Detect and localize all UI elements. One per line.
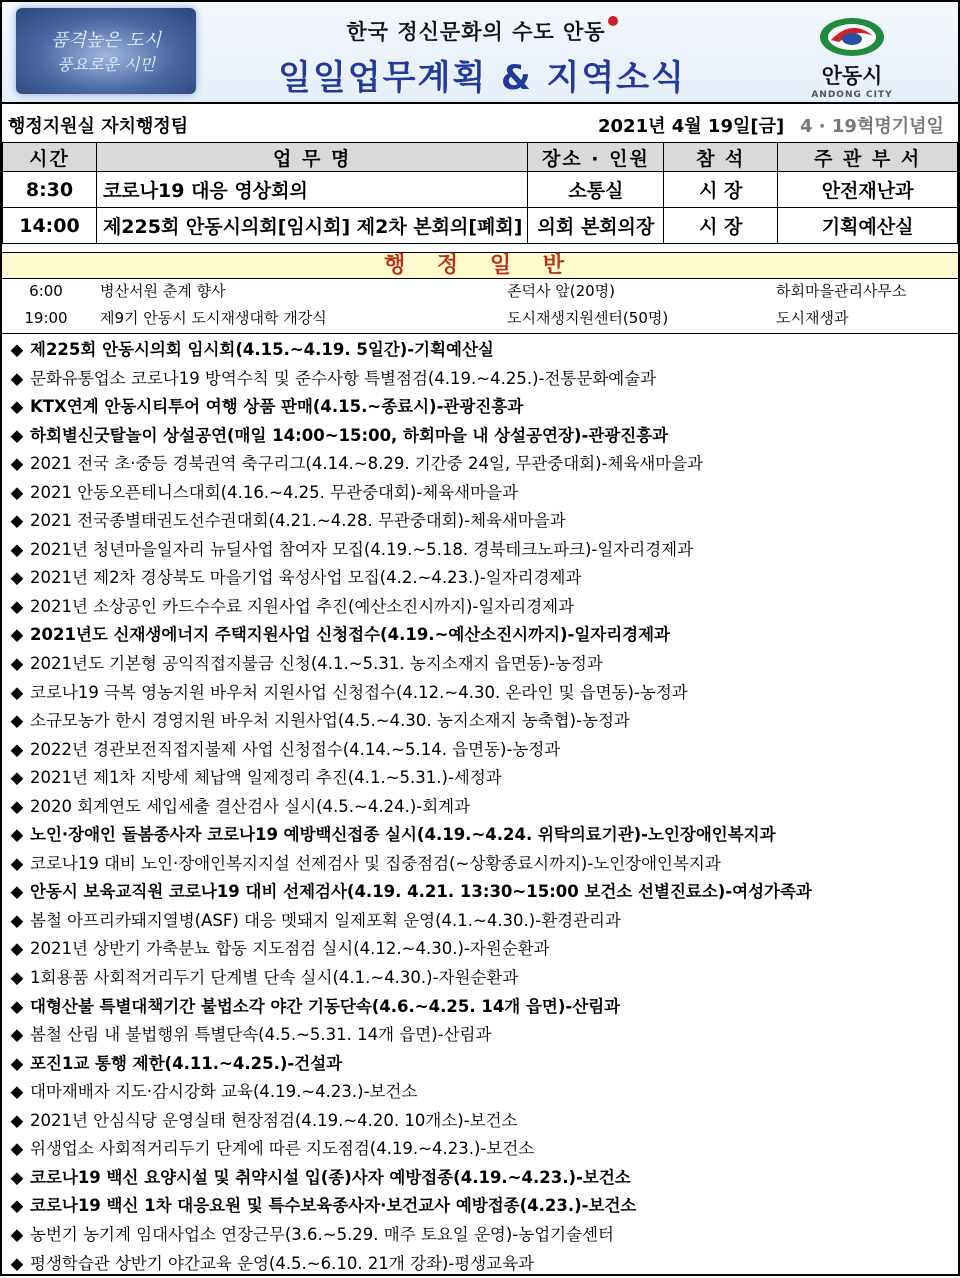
header-banner <box>2 2 958 104</box>
notice-item <box>2 850 958 879</box>
schedule-row <box>3 208 958 244</box>
diamond-bullet-icon: ◆ <box>4 621 30 650</box>
notice-item <box>2 964 958 993</box>
col-header-place: 장소 · 인원 <box>528 143 664 172</box>
schedule-place: 의회 본회의장 <box>528 208 664 244</box>
diamond-bullet-icon: ◆ <box>4 793 30 822</box>
notice-text: 2021 전국종별태권도선수권대회(4.21.~4.28. 무관중대회)-체육새마을과 <box>30 511 566 530</box>
banner-subtitle <box>302 16 662 46</box>
diamond-bullet-icon: ◆ <box>4 878 30 907</box>
admin-place: 존덕사 앞(20명) <box>507 277 615 305</box>
page-title: 일일업무계획 & 지역소식 <box>242 50 722 99</box>
diamond-bullet-icon: ◆ <box>4 1078 30 1107</box>
notice-text: 2020 회계연도 세입세출 결산검사 실시(4.5.~4.24.)-회계과 <box>30 797 470 816</box>
schedule-task: 코로나19 대응 영상회의 <box>96 172 528 208</box>
diamond-bullet-icon: ◆ <box>4 393 30 422</box>
notice-text: 하회별신굿탈놀이 상설공연(매일 14:00~15:00, 하회마을 내 상설공연장)-관광진흥과 <box>30 426 668 445</box>
notice-item <box>2 422 958 451</box>
diamond-bullet-icon: ◆ <box>4 1135 30 1164</box>
diamond-bullet-icon: ◆ <box>4 650 30 679</box>
admin-dept: 도시재생과 <box>776 304 848 332</box>
notice-item <box>2 1078 958 1107</box>
diamond-bullet-icon: ◆ <box>4 365 30 394</box>
diamond-bullet-icon: ◆ <box>4 821 30 850</box>
diamond-bullet-icon: ◆ <box>4 964 30 993</box>
notice-text: 코로나19 백신 1차 대응요원 및 특수보육종사자·보건교사 예방접종(4.23.)-보건소 <box>30 1196 636 1215</box>
admin-task: 제9기 안동시 도시재생대학 개강식 <box>100 304 327 332</box>
admin-time: 6:00 <box>2 277 90 305</box>
notice-item <box>2 764 958 793</box>
section-divider <box>2 333 958 334</box>
notice-text: 2021년 소상공인 카드수수료 지원사업 추진(예산소진시까지)-일자리경제과 <box>30 597 574 616</box>
diamond-bullet-icon: ◆ <box>4 1021 30 1050</box>
diamond-bullet-icon: ◆ <box>4 336 30 365</box>
notice-item <box>2 621 958 650</box>
notice-text: 코로나19 백신 요양시설 및 취약시설 입(종)사자 예방접종(4.19.~4.23.)-보건소 <box>30 1168 631 1187</box>
notice-item <box>2 821 958 850</box>
slogan-emblem <box>16 8 196 94</box>
notice-item <box>2 1021 958 1050</box>
notice-text: 2021 전국 초·중등 경북권역 축구리그(4.14.~8.29. 기간중 24일, 무관중대회)-체육새마을과 <box>30 454 703 473</box>
schedule-attendee: 시 장 <box>664 172 778 208</box>
notice-text: 1회용품 사회적거리두기 단계별 단속 실시(4.1.~4.30.)-자원순환과 <box>30 968 518 987</box>
notice-item <box>2 1221 958 1250</box>
notice-item <box>2 1164 958 1193</box>
notice-item <box>2 507 958 536</box>
notice-text: 2021년 청년마을일자리 뉴딜사업 참여자 모집(4.19.~5.18. 경북테크노파크)-일자리경제과 <box>30 540 693 559</box>
diamond-bullet-icon: ◆ <box>4 907 30 936</box>
slogan-line-1: 품격높은 도시 <box>16 26 196 52</box>
notice-item <box>2 1250 958 1278</box>
notice-item <box>2 1050 958 1079</box>
diamond-bullet-icon: ◆ <box>4 1107 30 1136</box>
diamond-bullet-icon: ◆ <box>4 536 30 565</box>
andong-city-logo <box>792 16 912 96</box>
schedule-task: 제225회 안동시의회[임시회] 제2차 본회의[폐회] <box>96 208 528 244</box>
notice-text: 농번기 농기계 임대사업소 연장근무(3.6.~5.29. 매주 토요일 운영)-농업기술센터 <box>30 1225 614 1244</box>
notice-item <box>2 536 958 565</box>
notice-text: 2021년도 신재생에너지 주택지원사업 신청접수(4.19.~예산소진시까지)-일자리경제과 <box>30 625 670 644</box>
diamond-bullet-icon: ◆ <box>4 1221 30 1250</box>
notice-text: 2021 안동오픈테니스대회(4.16.~4.25. 무관중대회)-체육새마을과 <box>30 483 518 502</box>
notice-text: 포진1교 통행 제한(4.11.~4.25.)-건설과 <box>30 1054 342 1073</box>
notice-text: 2022년 경관보전직접지불제 사업 신청접수(4.14.~5.14. 읍면동)-농정과 <box>30 740 560 759</box>
subtitle-text: 한국 정신문화의 수도 안동 <box>346 20 605 44</box>
notice-list <box>2 336 958 1278</box>
notice-item <box>2 907 958 936</box>
schedule-table <box>2 142 958 244</box>
notice-text: 2021년도 기본형 공익직접지불금 신청(4.1.~5.31. 농지소재지 읍면동)-농정과 <box>30 654 603 673</box>
diamond-bullet-icon: ◆ <box>4 850 30 879</box>
diamond-bullet-icon: ◆ <box>4 1250 30 1278</box>
notice-text: 안동시 보육교직원 코로나19 대비 선제검사(4.19. 4.21. 13:30~15:00 보건소 선별진료소)-여성가족과 <box>30 882 812 901</box>
notice-text: 문화유통업소 코로나19 방역수칙 및 준수사항 특별점검(4.19.~4.25.)-전통문화예술과 <box>30 369 656 388</box>
diamond-bullet-icon: ◆ <box>4 479 30 508</box>
diamond-bullet-icon: ◆ <box>4 564 30 593</box>
team-name: 행정지원실 자치행정팀 <box>8 112 188 138</box>
admin-row <box>2 304 958 332</box>
notice-item <box>2 878 958 907</box>
notice-text: 제225회 안동시의회 임시회(4.15.~4.19. 5일간)-기획예산실 <box>30 340 494 359</box>
notice-text: 대형산불 특별대책기간 불법소각 야간 기동단속(4.6.~4.25. 14개 읍면)-산림과 <box>30 997 620 1016</box>
notice-item <box>2 336 958 365</box>
notice-text: 2021년 제2차 경상북도 마을기업 육성사업 모집(4.2.~4.23.)-일자리경제과 <box>30 568 581 587</box>
notice-item <box>2 935 958 964</box>
notice-item <box>2 707 958 736</box>
notice-text: 대마재배자 지도·감시강화 교육(4.19.~4.23.)-보건소 <box>30 1082 417 1101</box>
notice-text: 평생학습관 상반기 야간교육 운영(4.5.~6.10. 21개 강좌)-평생교육과 <box>30 1254 534 1273</box>
red-dot-icon <box>608 16 618 26</box>
city-name: 안동시 <box>792 60 912 90</box>
notice-item <box>2 993 958 1022</box>
notice-item <box>2 793 958 822</box>
admin-place: 도시재생지원센터(50명) <box>507 304 668 332</box>
diamond-bullet-icon: ◆ <box>4 450 30 479</box>
notice-item <box>2 1135 958 1164</box>
holiday-label: 4 · 19혁명기념일 <box>800 112 944 138</box>
admin-task: 병산서원 춘계 향사 <box>100 277 225 305</box>
schedule-time: 14:00 <box>3 208 97 244</box>
diamond-bullet-icon: ◆ <box>4 764 30 793</box>
notice-item <box>2 679 958 708</box>
notice-item <box>2 1192 958 1221</box>
col-header-task: 업 무 명 <box>96 143 528 172</box>
notice-text: KTX연계 안동시티투어 여행 상품 판매(4.15.~종료시)-관광진흥과 <box>30 397 523 416</box>
diamond-bullet-icon: ◆ <box>4 707 30 736</box>
notice-text: 2021년 상반기 가축분뇨 합동 지도점검 실시(4.12.~4.30.)-자원순환과 <box>30 939 550 958</box>
notice-text: 소규모농가 한시 경영지원 바우처 지원사업(4.5.~4.30. 농지소재지 농축협)-농정과 <box>30 711 630 730</box>
report-date: 2021년 4월 19일[금] <box>598 112 784 138</box>
schedule-dept: 기획예산실 <box>778 208 958 244</box>
notice-text: 노인·장애인 돌봄종사자 코로나19 예방백신접종 실시(4.19.~4.24. 위탁의료기관)-노인장애인복지과 <box>30 825 776 844</box>
schedule-dept: 안전재난과 <box>778 172 958 208</box>
diamond-bullet-icon: ◆ <box>4 1164 30 1193</box>
schedule-place: 소통실 <box>528 172 664 208</box>
diamond-bullet-icon: ◆ <box>4 1192 30 1221</box>
notice-item <box>2 736 958 765</box>
notice-item <box>2 479 958 508</box>
notice-item <box>2 1107 958 1136</box>
notice-text: 2021년 제1차 지방세 체납액 일제정리 추진(4.1.~5.31.)-세정과 <box>30 768 502 787</box>
notice-text: 코로나19 극복 영농지원 바우처 지원사업 신청접수(4.12.~4.30. 온라인 및 읍면동)-농정과 <box>30 683 688 702</box>
col-header-time: 시간 <box>3 143 97 172</box>
notice-text: 위생업소 사회적거리두기 단계에 따른 지도점검(4.19.~4.23.)-보건소 <box>30 1139 534 1158</box>
diamond-bullet-icon: ◆ <box>4 593 30 622</box>
diamond-bullet-icon: ◆ <box>4 736 30 765</box>
admin-dept: 하회마을관리사무소 <box>776 277 906 305</box>
notice-text: 봄철 산림 내 불법행위 특별단속(4.5.~5.31. 14개 읍면)-산림과 <box>30 1025 491 1044</box>
schedule-attendee: 시 장 <box>664 208 778 244</box>
notice-text: 코로나19 대비 노인·장애인복지지설 선제검사 및 집중점검(~상황종료시까지)-노인장애인복지과 <box>30 854 721 873</box>
notice-text: 2021년 안심식당 운영실태 현장점검(4.19.~4.20. 10개소)-보건소 <box>30 1111 518 1130</box>
notice-item <box>2 650 958 679</box>
col-header-attendee: 참 석 <box>664 143 778 172</box>
city-name-en: ANDONG CITY <box>792 90 912 100</box>
admin-row <box>2 277 958 305</box>
notice-item <box>2 450 958 479</box>
notice-item <box>2 393 958 422</box>
diamond-bullet-icon: ◆ <box>4 507 30 536</box>
schedule-header-row <box>3 143 958 172</box>
city-emblem-icon <box>817 16 887 58</box>
col-header-dept: 주 관 부 서 <box>778 143 958 172</box>
notice-item <box>2 593 958 622</box>
schedule-row <box>3 172 958 208</box>
schedule-time: 8:30 <box>3 172 97 208</box>
admin-section-heading: 행 정 일 반 <box>2 252 958 279</box>
diamond-bullet-icon: ◆ <box>4 422 30 451</box>
diamond-bullet-icon: ◆ <box>4 679 30 708</box>
diamond-bullet-icon: ◆ <box>4 993 30 1022</box>
diamond-bullet-icon: ◆ <box>4 935 30 964</box>
notice-text: 봄철 아프리카돼지열병(ASF) 대응 멧돼지 일제포획 운영(4.1.~4.30.)-환경관리과 <box>30 911 621 930</box>
slogan-line-2: 풍요로운 시민 <box>16 52 196 75</box>
notice-item <box>2 365 958 394</box>
diamond-bullet-icon: ◆ <box>4 1050 30 1079</box>
info-bar <box>2 104 958 144</box>
notice-item <box>2 564 958 593</box>
admin-time: 19:00 <box>2 304 90 332</box>
